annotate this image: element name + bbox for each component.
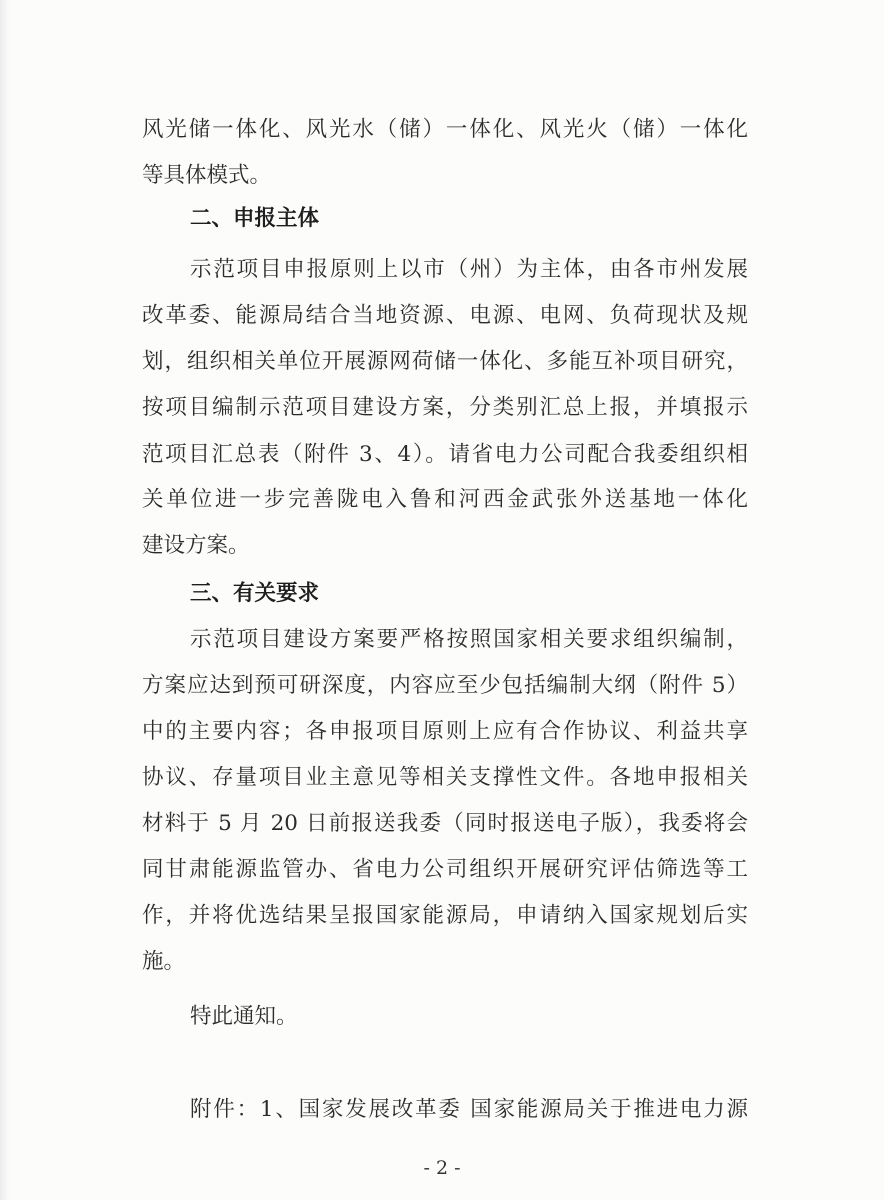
body-text-line: 中的主要内容；各申报项目原则上应有合作协议、利益共享 [142,719,748,744]
attachment-line: 附件：1、国家发展改革委 国家能源局关于推进电力源 [190,1097,748,1122]
closing-text: 特此通知。 [190,1004,298,1029]
body-text-line: 等具体模式。 [142,163,272,188]
body-text-line: 风光储一体化、风光水（储）一体化、风光火（储）一体化 [142,117,748,142]
section-heading-requirements: 三、有关要求 [190,581,320,606]
body-text-line: 范项目汇总表（附件 3、4）。请省电力公司配合我委组织相 [142,442,748,467]
body-text-line: 同甘肃能源监管办、省电力公司组织开展研究评估筛选等工 [142,857,748,882]
scan-edge-shadow [0,0,10,1200]
page-number: - 2 - [423,1157,461,1179]
section-heading-apply-subject: 二、申报主体 [190,206,320,231]
body-text-line: 作，并将优选结果呈报国家能源局，申请纳入国家规划后实 [142,903,748,928]
body-text-line: 划，组织相关单位开展源网荷储一体化、多能互补项目研究， [142,349,748,374]
body-text-line: 改革委、能源局结合当地资源、电源、电网、负荷现状及规 [142,303,748,328]
body-text-line: 示范项目建设方案要严格按照国家相关要求组织编制， [190,627,748,652]
body-text-line: 协议、存量项目业主意见等相关支撑性文件。各地申报相关 [142,765,748,790]
body-text-line: 建设方案。 [142,533,250,558]
body-text-line: 示范项目申报原则上以市（州）为主体，由各市州发展 [190,257,748,282]
body-text-line: 方案应达到预可研深度，内容应至少包括编制大纲（附件 5） [142,673,748,698]
body-text-line: 施。 [142,949,186,974]
body-text-line: 材料于 5 月 20 日前报送我委（同时报送电子版），我委将会 [142,811,748,836]
body-text-line: 按项目编制示范项目建设方案，分类别汇总上报，并填报示 [142,395,748,420]
body-text-line: 关单位进一步完善陇电入鲁和河西金武张外送基地一体化 [142,487,748,512]
